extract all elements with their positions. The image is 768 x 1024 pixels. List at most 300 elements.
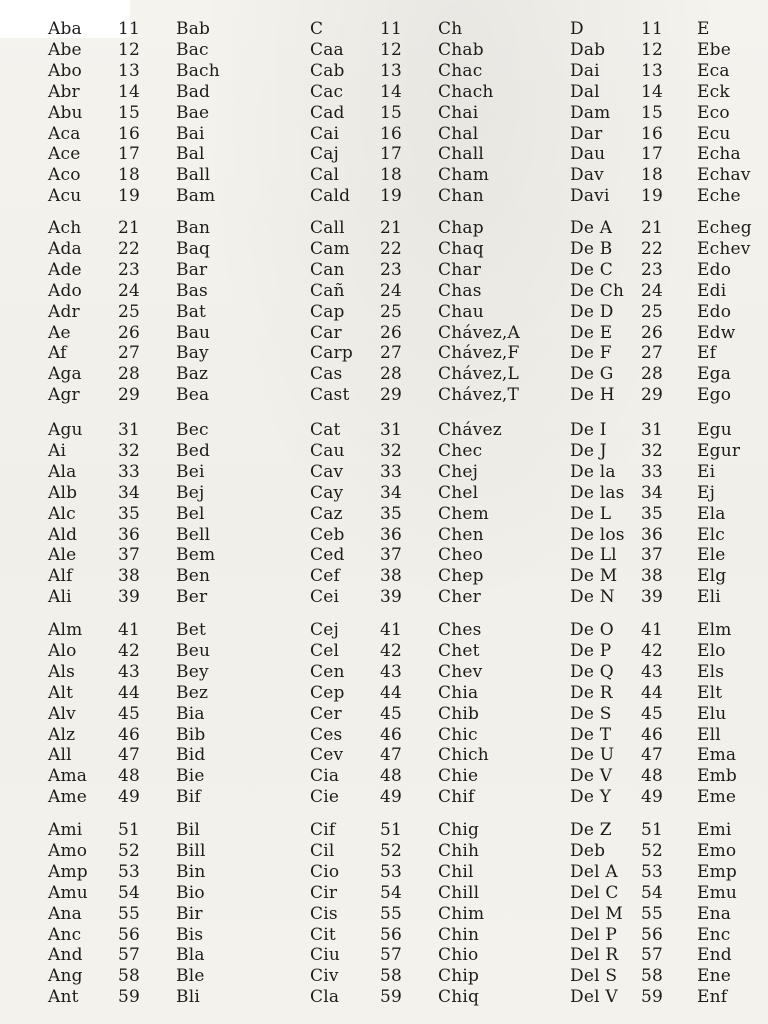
index-entry: Cap (310, 301, 345, 322)
index-row (0, 766, 768, 787)
index-row (0, 745, 768, 766)
index-number: 52 (641, 840, 664, 861)
index-entry: Ej (697, 482, 716, 503)
index-row (0, 40, 768, 61)
index-number: 21 (118, 218, 141, 238)
index-entry: Bez (176, 682, 209, 703)
index-entry: Chet (438, 640, 480, 661)
index-entry: De O (570, 620, 614, 640)
index-entry: Emi (697, 820, 732, 840)
index-entry: Acu (48, 186, 82, 207)
index-entry: De S (570, 703, 612, 724)
index-entry: Cev (310, 745, 344, 766)
index-entry: End (697, 945, 732, 966)
index-entry: De M (570, 566, 618, 587)
index-number: 38 (641, 566, 664, 587)
index-entry: De las (570, 482, 625, 503)
index-number: 39 (641, 587, 664, 608)
index-number: 19 (380, 186, 403, 207)
index-entry: Echeg (697, 218, 752, 238)
index-entry: Eli (697, 587, 721, 608)
index-entry: Ame (48, 787, 88, 808)
index-entry: Caa (310, 39, 344, 60)
index-number: 28 (641, 364, 664, 385)
index-entry: Bai (176, 123, 205, 144)
index-entry: And (48, 945, 83, 966)
index-entry: Bia (176, 703, 205, 724)
index-row (0, 385, 768, 406)
index-entry: Ela (697, 503, 726, 524)
index-number: 43 (118, 661, 141, 682)
index-entry: Bea (176, 385, 210, 406)
index-entry: Cie (310, 787, 340, 808)
index-number: 39 (118, 587, 141, 608)
index-entry: Chib (438, 703, 480, 724)
index-entry: Chih (438, 840, 480, 861)
index-entry: De J (570, 440, 607, 461)
index-number: 41 (380, 620, 403, 640)
index-entry: Cad (310, 102, 345, 123)
index-number: 54 (641, 882, 664, 903)
index-number: 13 (380, 60, 403, 81)
index-entry: De P (570, 640, 612, 661)
index-entry: Aba (48, 19, 82, 39)
index-entry: Bla (176, 945, 205, 966)
index-entry: Chich (438, 745, 489, 766)
index-entry: Abe (48, 39, 82, 60)
index-entry: Ch (438, 19, 463, 39)
index-number: 45 (380, 703, 403, 724)
index-row (0, 124, 768, 145)
index-entry: Dal (570, 81, 600, 102)
index-entry: Cañ (310, 280, 345, 301)
index-entry: Chif (438, 787, 475, 808)
index-row (0, 987, 768, 1008)
index-entry: Carp (310, 343, 353, 364)
index-entry: Bed (176, 440, 211, 461)
index-number: 54 (118, 882, 141, 903)
index-entry: Bei (176, 461, 205, 482)
index-number: 27 (118, 343, 141, 364)
index-number: 58 (380, 966, 403, 987)
index-entry: Dau (570, 144, 606, 165)
index-row (0, 260, 768, 281)
index-entry: Cai (310, 123, 340, 144)
index-row (0, 144, 768, 165)
index-entry: Bar (176, 259, 208, 280)
index-number: 31 (641, 420, 664, 440)
index-entry: Cej (310, 620, 339, 640)
index-entry: Ega (697, 364, 732, 385)
index-entry: Chach (438, 81, 494, 102)
index-entry: Ena (697, 903, 732, 924)
index-entry: Chal (438, 123, 479, 144)
index-entry: Chall (438, 144, 484, 165)
index-row (0, 966, 768, 987)
index-entry: Ama (48, 766, 88, 787)
index-row (0, 525, 768, 546)
index-entry: De R (570, 682, 613, 703)
index-number: 17 (380, 144, 403, 165)
index-entry: Baq (176, 238, 211, 259)
index-entry: Del V (570, 987, 618, 1008)
index-number: 42 (118, 640, 141, 661)
index-entry: Chávez,A (438, 322, 520, 343)
index-row (0, 281, 768, 302)
index-entry: De Y (570, 787, 612, 808)
index-entry: Bam (176, 186, 216, 207)
index-number: 11 (641, 19, 664, 39)
index-entry: Caz (310, 503, 343, 524)
index-entry: Eca (697, 60, 730, 81)
index-number: 37 (380, 545, 403, 566)
index-number: 59 (118, 987, 141, 1008)
index-entry: Eck (697, 81, 730, 102)
index-row (0, 641, 768, 662)
index-entry: Cab (310, 60, 345, 81)
index-number: 51 (641, 820, 664, 840)
index-entry: Cif (310, 820, 336, 840)
index-entry: Chas (438, 280, 482, 301)
index-entry: Ant (48, 987, 79, 1008)
index-entry: De Ll (570, 545, 617, 566)
index-entry: De I (570, 420, 607, 440)
index-entry: Chej (438, 461, 479, 482)
index-entry: Civ (310, 966, 339, 987)
index-entry: E (697, 19, 710, 39)
index-number: 23 (641, 259, 664, 280)
index-entry: Eme (697, 787, 737, 808)
index-entry: Emu (697, 882, 738, 903)
index-number: 24 (641, 280, 664, 301)
index-number: 52 (118, 840, 141, 861)
index-entry: Bad (176, 81, 211, 102)
index-entry: De F (570, 343, 612, 364)
index-entry: Agr (48, 385, 80, 406)
index-entry: Car (310, 322, 342, 343)
index-number: 49 (380, 787, 403, 808)
index-entry: Amu (48, 882, 88, 903)
index-number: 24 (118, 280, 141, 301)
index-entry: Ei (697, 461, 716, 482)
index-entry: Cher (438, 587, 481, 608)
index-entry: Egur (697, 440, 741, 461)
index-row (0, 704, 768, 725)
index-number: 26 (380, 322, 403, 343)
index-entry: Ald (48, 524, 78, 545)
index-number: 13 (118, 60, 141, 81)
index-entry: Ebe (697, 39, 731, 60)
index-row (0, 165, 768, 186)
index-number: 16 (118, 123, 141, 144)
index-number: 22 (641, 238, 664, 259)
index-entry: Del A (570, 861, 618, 882)
index-entry: Egu (697, 420, 732, 440)
index-number: 59 (380, 987, 403, 1008)
index-number: 25 (380, 301, 403, 322)
index-entry: Aga (48, 364, 82, 385)
index-entry: Cat (310, 420, 341, 440)
index-number: 12 (118, 39, 141, 60)
index-entry: De la (570, 461, 616, 482)
index-entry: Els (697, 661, 725, 682)
index-number: 28 (118, 364, 141, 385)
index-entry: Ale (48, 545, 77, 566)
index-number: 19 (118, 186, 141, 207)
index-entry: Chem (438, 503, 489, 524)
index-number: 48 (118, 766, 141, 787)
index-number: 21 (641, 218, 664, 238)
index-number: 46 (118, 724, 141, 745)
index-number: 56 (380, 924, 403, 945)
index-entry: D (570, 19, 584, 39)
index-number: 37 (641, 545, 664, 566)
index-number: 15 (641, 102, 664, 123)
index-entry: Chab (438, 39, 484, 60)
index-entry: Enf (697, 987, 728, 1008)
index-number: 32 (118, 440, 141, 461)
index-entry: Cep (310, 682, 345, 703)
index-entry: Dab (570, 39, 606, 60)
index-number: 45 (641, 703, 664, 724)
index-entry: Cel (310, 640, 340, 661)
index-row (0, 545, 768, 566)
index-entry: Del S (570, 966, 618, 987)
index-row (0, 462, 768, 483)
index-entry: De E (570, 322, 613, 343)
index-number: 55 (380, 903, 403, 924)
index-number: 51 (380, 820, 403, 840)
index-number: 58 (118, 966, 141, 987)
index-entry: Ang (48, 966, 83, 987)
index-number: 42 (641, 640, 664, 661)
index-entry: Bet (176, 620, 206, 640)
index-entry: Bif (176, 787, 201, 808)
index-entry: Bli (176, 987, 200, 1008)
index-entry: Deb (570, 840, 606, 861)
index-entry: Aco (48, 165, 81, 186)
index-number: 36 (380, 524, 403, 545)
index-number: 18 (380, 165, 403, 186)
index-number: 57 (118, 945, 141, 966)
index-entry: Ego (697, 385, 732, 406)
index-entry: Emp (697, 861, 738, 882)
index-row (0, 841, 768, 862)
index-entry: Ber (176, 587, 208, 608)
index-number: 16 (641, 123, 664, 144)
index-entry: Anc (48, 924, 82, 945)
index-entry: Del M (570, 903, 623, 924)
index-entry: Af (48, 343, 67, 364)
index-entry: Bis (176, 924, 204, 945)
index-entry: Elm (697, 620, 732, 640)
index-entry: De Z (570, 820, 612, 840)
index-number: 44 (641, 682, 664, 703)
index-entry: Can (310, 259, 345, 280)
index-number: 19 (641, 186, 664, 207)
index-number: 45 (118, 703, 141, 724)
index-number: 25 (118, 301, 141, 322)
index-entry: Bat (176, 301, 207, 322)
index-entry: Bau (176, 322, 211, 343)
index-entry: Cald (310, 186, 351, 207)
index-number: 31 (380, 420, 403, 440)
index-row (0, 420, 768, 441)
index-number: 42 (380, 640, 403, 661)
index-row (0, 218, 768, 239)
index-number: 32 (380, 440, 403, 461)
index-row (0, 566, 768, 587)
index-entry: Elu (697, 703, 727, 724)
index-number: 43 (380, 661, 403, 682)
index-entry: Cir (310, 882, 338, 903)
index-entry: Elt (697, 682, 723, 703)
index-number: 24 (380, 280, 403, 301)
index-number: 37 (118, 545, 141, 566)
index-row (0, 364, 768, 385)
index-entry: Alz (48, 724, 76, 745)
index-entry: Bab (176, 19, 211, 39)
index-row (0, 343, 768, 364)
index-entry: Cis (310, 903, 338, 924)
index-entry: Bib (176, 724, 206, 745)
index-number: 15 (380, 102, 403, 123)
index-entry: Cio (310, 861, 340, 882)
index-entry: Bie (176, 766, 205, 787)
index-entry: De los (570, 524, 625, 545)
index-entry: Chill (438, 882, 480, 903)
index-entry: Amo (48, 840, 88, 861)
index-number: 29 (118, 385, 141, 406)
index-entry: Ben (176, 566, 211, 587)
index-entry: Bey (176, 661, 209, 682)
index-entry: Bir (176, 903, 203, 924)
index-number: 31 (118, 420, 141, 440)
index-number: 27 (380, 343, 403, 364)
index-entry: Edw (697, 322, 736, 343)
index-entry: Cay (310, 482, 344, 503)
index-entry: Chio (438, 945, 479, 966)
index-number: 33 (118, 461, 141, 482)
index-number: 59 (641, 987, 664, 1008)
index-entry: Chai (438, 102, 479, 123)
index-number: 38 (380, 566, 403, 587)
index-number: 44 (380, 682, 403, 703)
index-row (0, 323, 768, 344)
index-entry: Ae (48, 322, 71, 343)
index-number: 55 (641, 903, 664, 924)
index-entry: Ali (48, 587, 72, 608)
index-entry: All (48, 745, 72, 766)
index-entry: Elo (697, 640, 726, 661)
index-entry: De A (570, 218, 613, 238)
index-entry: Chec (438, 440, 483, 461)
index-row (0, 787, 768, 808)
index-entry: Dav (570, 165, 604, 186)
index-entry: Enc (697, 924, 731, 945)
index-number: 49 (641, 787, 664, 808)
index-number: 48 (380, 766, 403, 787)
index-entry: De T (570, 724, 612, 745)
index-entry: Elg (697, 566, 727, 587)
index-entry: Echa (697, 144, 741, 165)
index-entry: Ball (176, 165, 211, 186)
index-number: 46 (380, 724, 403, 745)
index-entry: Chap (438, 218, 484, 238)
index-entry: Baz (176, 364, 209, 385)
index-entry: De D (570, 301, 614, 322)
index-number: 17 (641, 144, 664, 165)
index-number: 36 (641, 524, 664, 545)
index-number: 26 (118, 322, 141, 343)
index-number: 23 (380, 259, 403, 280)
index-entry: Cham (438, 165, 490, 186)
index-entry: De V (570, 766, 613, 787)
index-number: 22 (380, 238, 403, 259)
index-row (0, 483, 768, 504)
index-entry: Cheo (438, 545, 484, 566)
index-entry: Cau (310, 440, 345, 461)
index-entry: Char (438, 259, 482, 280)
index-entry: Bio (176, 882, 205, 903)
index-row (0, 61, 768, 82)
index-entry: Cit (310, 924, 336, 945)
index-entry: De C (570, 259, 613, 280)
index-entry: Ema (697, 745, 737, 766)
index-entry: Ches (438, 620, 482, 640)
index-row (0, 441, 768, 462)
index-number: 34 (641, 482, 664, 503)
index-row (0, 725, 768, 746)
index-entry: Cen (310, 661, 345, 682)
index-entry: Alc (48, 503, 76, 524)
index-number: 47 (118, 745, 141, 766)
index-number: 53 (380, 861, 403, 882)
index-number: 11 (380, 19, 403, 39)
index-number: 26 (641, 322, 664, 343)
index-entry: Cam (310, 238, 350, 259)
index-entry: Alt (48, 682, 74, 703)
index-entry: Abo (48, 60, 82, 81)
index-entry: Cer (310, 703, 342, 724)
index-entry: Bel (176, 503, 205, 524)
index-entry: Davi (570, 186, 610, 207)
index-number: 48 (641, 766, 664, 787)
index-number: 22 (118, 238, 141, 259)
index-number: 57 (380, 945, 403, 966)
index-row (0, 239, 768, 260)
index-entry: Ala (48, 461, 77, 482)
index-entry: Chiq (438, 987, 480, 1008)
index-entry: Ble (176, 966, 205, 987)
index-row (0, 620, 768, 641)
index-entry: Bill (176, 840, 206, 861)
index-entry: Bac (176, 39, 209, 60)
index-row (0, 862, 768, 883)
index-number: 16 (380, 123, 403, 144)
index-entry: Cast (310, 385, 350, 406)
index-number: 51 (118, 820, 141, 840)
index-entry: Bid (176, 745, 206, 766)
index-number: 29 (641, 385, 664, 406)
index-number: 56 (118, 924, 141, 945)
index-entry: Del R (570, 945, 619, 966)
index-entry: Dam (570, 102, 611, 123)
index-row (0, 302, 768, 323)
index-entry: Echev (697, 238, 751, 259)
index-entry: De H (570, 385, 615, 406)
index-entry: Ef (697, 343, 717, 364)
